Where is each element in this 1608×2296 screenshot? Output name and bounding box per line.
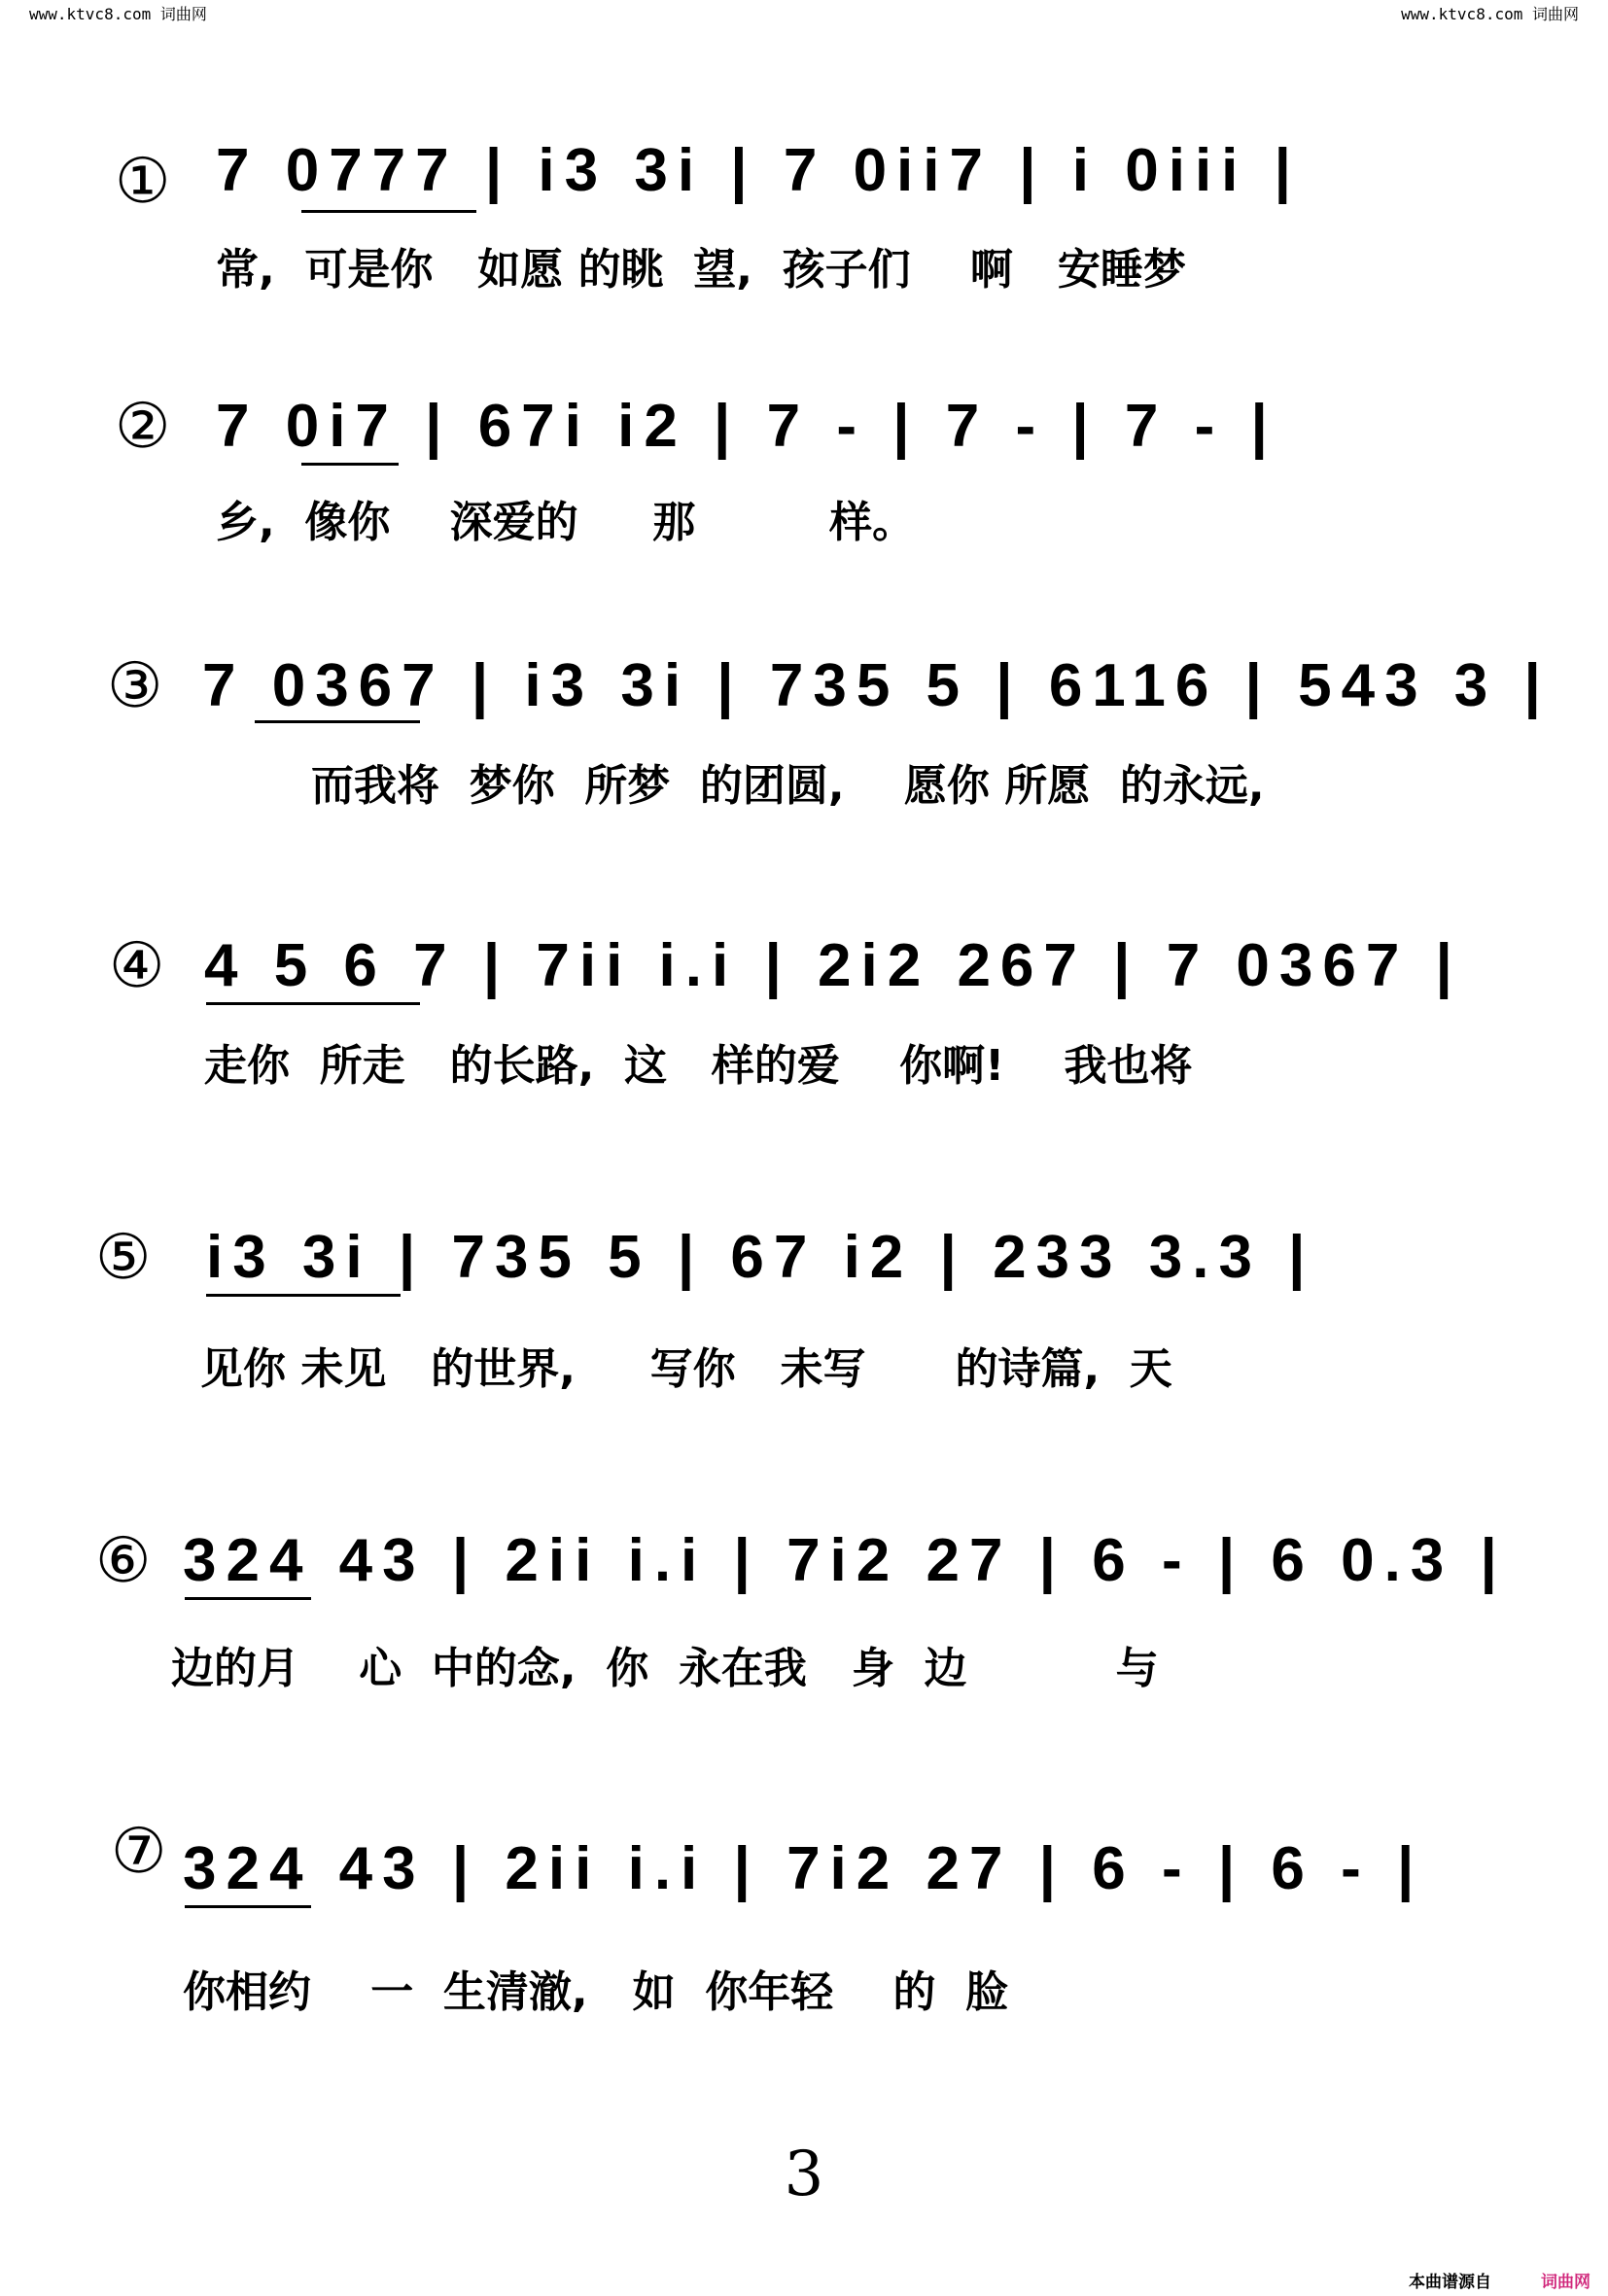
- watermark-right: www.ktvc8.com 词曲网: [1401, 5, 1579, 23]
- row-marker: ④: [109, 930, 165, 1002]
- notation: 324 43 | 2ii i.i | 7i2 27 | 6 - | 6 0.3 |: [183, 1527, 1507, 1594]
- watermark-left: www.ktvc8.com 词曲网: [29, 5, 207, 23]
- row-marker: ①: [115, 146, 171, 218]
- lyrics: 你相约 一 生清澈, 如 你年轻 的 脸: [183, 1967, 1009, 2017]
- notation: 4 5 6 7 | 7ii i.i | 2i2 267 | 7 0367 |: [204, 932, 1462, 999]
- footer-brand: 词曲网: [1541, 2273, 1591, 2292]
- notation: 7 0777 | i3 3i | 7 0ii7 | i 0iii |: [216, 137, 1301, 204]
- lyrics: 走你 所走 的长路, 这 样的爱 你啊! 我也将: [204, 1041, 1193, 1091]
- row-marker: ⑥: [95, 1525, 152, 1597]
- lyrics: 常, 可是你 如愿 的眺 望, 孩子们 啊 安睡梦: [216, 245, 1186, 295]
- row-marker: ③: [107, 650, 163, 722]
- notation: 7 0367 | i3 3i | 735 5 | 6116 | 543 3 |: [202, 652, 1551, 719]
- row-marker: ⑦: [111, 1816, 167, 1888]
- row-marker: ②: [115, 391, 171, 463]
- notation: i3 3i | 735 5 | 67 i2 | 233 3.3 |: [206, 1224, 1315, 1291]
- notation: 324 43 | 2ii i.i | 7i2 27 | 6 - | 6 - |: [183, 1835, 1424, 1902]
- lyrics: 边的月 心 中的念, 你 永在我 身 边 与: [171, 1644, 1159, 1693]
- footer-source: 本曲谱源自: [1409, 2273, 1491, 2292]
- row-marker: ⑤: [95, 1222, 152, 1294]
- lyrics: 而我将 梦你 所梦 的团圆, 愿你 所愿 的永远,: [311, 761, 1265, 811]
- page-number: 3: [784, 2139, 824, 2210]
- lyrics: 乡, 像你 深爱的 那 样。: [216, 498, 916, 547]
- notation: 7 0i7 | 67i i2 | 7 - | 7 - | 7 - |: [216, 393, 1277, 460]
- lyrics: 见你 未见 的世界, 写你 未写 的诗篇, 天: [200, 1344, 1172, 1394]
